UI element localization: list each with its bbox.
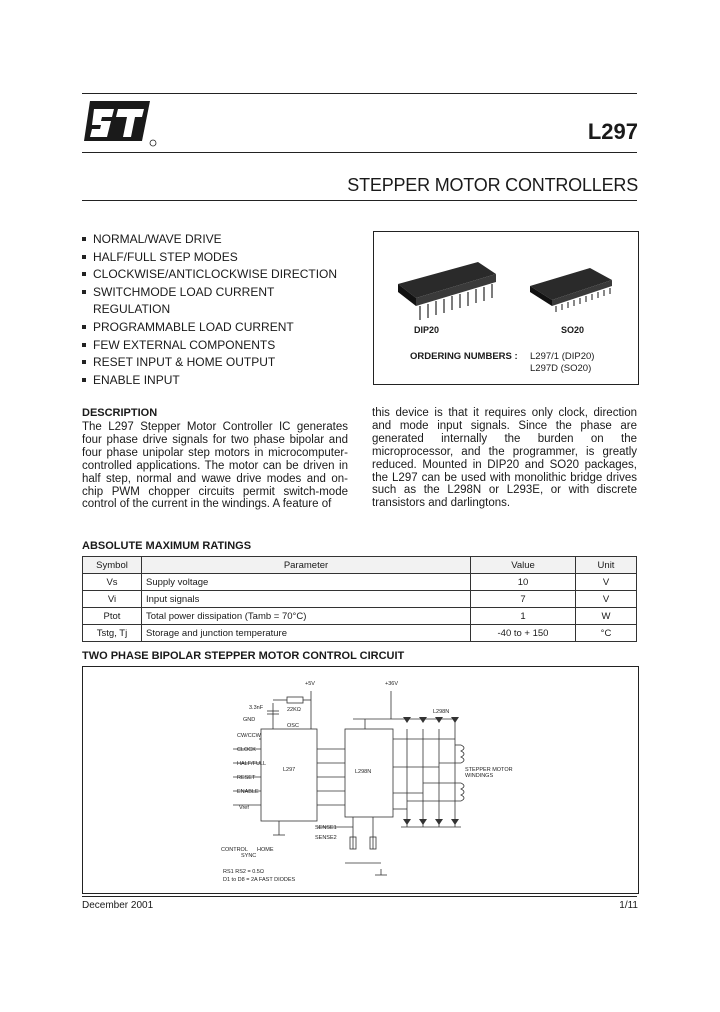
table-row bbox=[83, 625, 637, 642]
capacitor-label: 3.3nF bbox=[249, 705, 264, 711]
footer-date: December 2001 bbox=[82, 900, 154, 911]
osc-label: OSC bbox=[287, 723, 299, 729]
circuit-box bbox=[82, 666, 639, 894]
description-heading: DESCRIPTION bbox=[82, 407, 158, 419]
sync-label: SYNC bbox=[241, 853, 257, 859]
column-header: Value bbox=[471, 557, 576, 574]
value-cell: -40 to + 150 bbox=[471, 625, 576, 642]
control-label: CONTROL bbox=[221, 847, 248, 853]
input-label: CLOCK bbox=[237, 747, 256, 753]
resistor-label: 22KΩ bbox=[287, 707, 301, 713]
column-header: Unit bbox=[576, 557, 637, 574]
footer-rule bbox=[82, 896, 637, 897]
part-number: L297 bbox=[587, 119, 638, 144]
supply1-label: +5V bbox=[305, 681, 315, 687]
parameter-cell: Input signals bbox=[142, 591, 471, 608]
winding-label: STEPPER MOTOR WINDINGS bbox=[465, 767, 513, 779]
input-label: Vref bbox=[239, 805, 249, 811]
home-label: HOME bbox=[257, 847, 274, 853]
unit-cell: °C bbox=[576, 625, 637, 642]
table-row bbox=[83, 591, 637, 608]
value-cell: 10 bbox=[471, 574, 576, 591]
feature-item: FEW EXTERNAL COMPONENTS bbox=[82, 337, 350, 355]
note-1: RS1 RS2 = 0.5Ω bbox=[223, 869, 264, 875]
l298-top-label: L298N bbox=[433, 709, 450, 715]
symbol-cell: Vi bbox=[83, 591, 142, 608]
value-cell: 1 bbox=[471, 608, 576, 625]
dip20-label: DIP20 bbox=[414, 325, 440, 335]
input-label: RESET bbox=[237, 775, 256, 781]
unit-cell: V bbox=[576, 591, 637, 608]
column-header: Symbol bbox=[83, 557, 142, 574]
dip20-package-image bbox=[392, 254, 502, 329]
column-header: Parameter bbox=[142, 557, 471, 574]
chip1-label: L297 bbox=[283, 767, 296, 773]
feature-item: NORMAL/WAVE DRIVE bbox=[82, 231, 350, 249]
feature-item: SWITCHMODE LOAD CURRENT REGULATION bbox=[82, 284, 350, 319]
st-logo bbox=[82, 99, 158, 149]
value-cell: 7 bbox=[471, 591, 576, 608]
ratings-table bbox=[82, 556, 637, 642]
chip2-label: L298N bbox=[355, 769, 372, 775]
unit-cell: V bbox=[576, 574, 637, 591]
description-left-column: The L297 Stepper Motor Controller IC generates four phase drive signals for two phase bipolar and four phase unipolar step motors in microcomputer-controlled applications. The motor can be driven in half step, normal and wawe drive modes and on-chip PWM chopper circuits permit switch-mode control of the current in the windings. A feature of bbox=[82, 421, 348, 511]
feature-item: CLOCKWISE/ANTICLOCKWISE DIRECTION bbox=[82, 266, 350, 284]
table-header-row bbox=[83, 557, 637, 574]
package-box bbox=[373, 231, 639, 385]
feature-list bbox=[82, 231, 350, 389]
parameter-cell: Supply voltage bbox=[142, 574, 471, 591]
symbol-cell: Tstg, Tj bbox=[83, 625, 142, 642]
circuit-heading: TWO PHASE BIPOLAR STEPPER MOTOR CONTROL CIRCUIT bbox=[82, 650, 405, 662]
header-rule bbox=[82, 152, 637, 153]
note-2: D1 to D8 = 2A FAST DIODES bbox=[223, 877, 296, 883]
input-label: ENABLE bbox=[237, 789, 259, 795]
table-row bbox=[83, 608, 637, 625]
so20-package-image bbox=[524, 262, 619, 317]
ordering-label: ORDERING NUMBERS : bbox=[410, 351, 518, 362]
so20-label: SO20 bbox=[561, 325, 585, 335]
unit-cell: W bbox=[576, 608, 637, 625]
ordering-number-1: L297/1 (DIP20) bbox=[530, 351, 595, 362]
ratings-heading: ABSOLUTE MAXIMUM RATINGS bbox=[82, 540, 252, 552]
input-label: HALF/FULL bbox=[237, 761, 267, 767]
input-label: GND bbox=[243, 717, 256, 723]
input-label: CW/CCW bbox=[237, 733, 261, 739]
supply2-label: +36V bbox=[385, 681, 398, 687]
sense1-label: SENSE1 bbox=[315, 825, 337, 831]
top-rule bbox=[82, 93, 637, 94]
ordering-number-2: L297D (SO20) bbox=[530, 363, 592, 374]
parameter-cell: Total power dissipation (Tamb = 70°C) bbox=[142, 608, 471, 625]
sense2-label: SENSE2 bbox=[315, 835, 337, 841]
feature-item: RESET INPUT & HOME OUTPUT bbox=[82, 354, 350, 372]
table-row bbox=[83, 574, 637, 591]
feature-item: HALF/FULL STEP MODES bbox=[82, 249, 350, 267]
title-rule bbox=[82, 200, 637, 201]
description-right-column: this device is that it requires only clock, direction and mode input signals. Since the phase are generated internally the burden on the microprocessor, and the programmer, is greatly reduced. Mounted in DIP20 and SO20 packages, the L297 can be used with monolithic bridge drives such as the L298N or L293E, or with discrete transistors and darlingtons. bbox=[372, 407, 637, 510]
feature-item: PROGRAMMABLE LOAD CURRENT bbox=[82, 319, 350, 337]
parameter-cell: Storage and junction temperature bbox=[142, 625, 471, 642]
doc-title: STEPPER MOTOR CONTROLLERS bbox=[347, 175, 638, 195]
circuit-diagram bbox=[83, 667, 638, 893]
feature-item: ENABLE INPUT bbox=[82, 372, 350, 390]
symbol-cell: Ptot bbox=[83, 608, 142, 625]
symbol-cell: Vs bbox=[83, 574, 142, 591]
footer-page-number: 1/11 bbox=[619, 900, 638, 911]
